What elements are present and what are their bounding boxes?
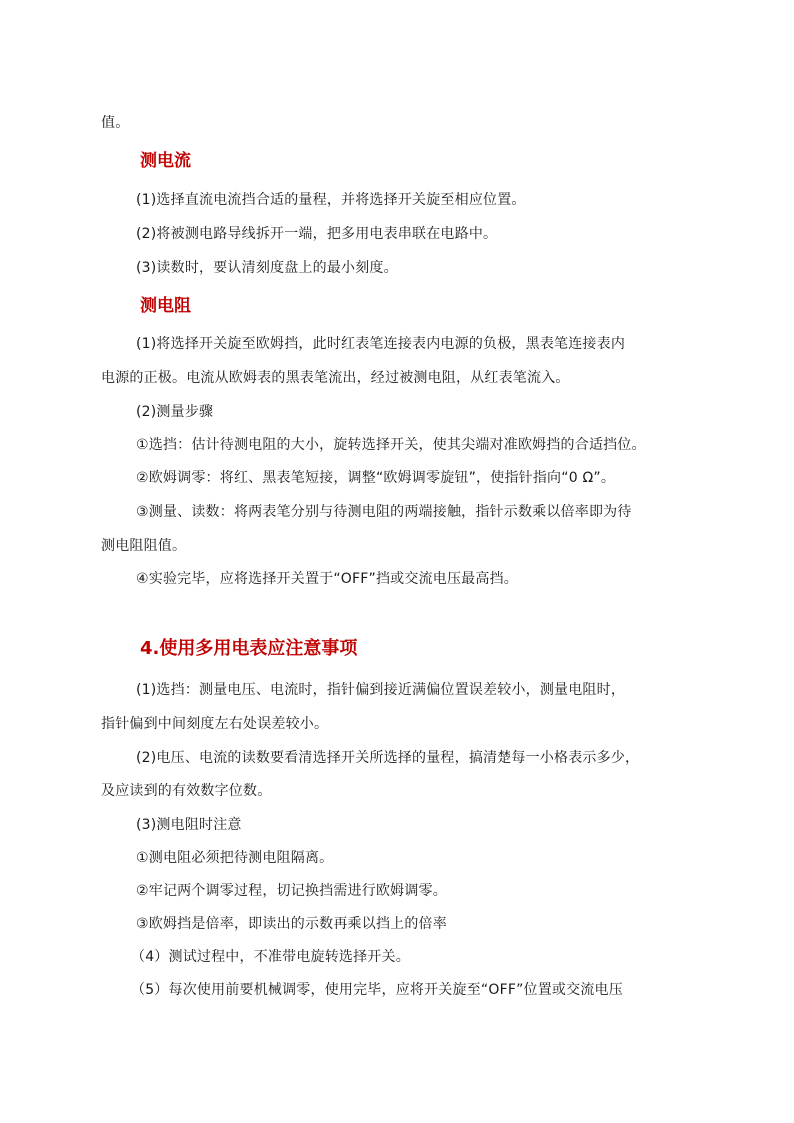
note-3-a: ①测电阻必须把待测电阻隔离。 bbox=[136, 850, 334, 866]
note-2-line1: (2)电压、电流的读数要看清选择开关所选择的量程，搞清楚每一小格表示多少， bbox=[136, 750, 640, 766]
note-5: （5）每次使用前要机械调零，使用完毕，应将开关旋至“OFF”位置或交流电压 bbox=[131, 982, 623, 998]
current-item-2: (2)将被测电路导线拆开一端，把多用电表串联在电路中。 bbox=[136, 226, 498, 242]
note-3-b: ②牢记两个调零过程，切记换挡需进行欧姆调零。 bbox=[136, 883, 447, 899]
current-item-1: (1)选择直流电流挡合适的量程，并将选择开关旋至相应位置。 bbox=[136, 192, 526, 208]
resistance-step-3-line1: ③测量、读数：将两表笔分别与待测电阻的两端接触，指针示数乘以倍率即为待 bbox=[136, 504, 632, 520]
top-fragment: 值。 bbox=[101, 115, 130, 131]
resistance-step-1: ①选挡：估计待测电阻的大小，旋转选择开关，使其尖端对准欧姆挡的合适挡位。 bbox=[136, 437, 646, 453]
heading-precautions: 4.使用多用电表应注意事项 bbox=[140, 638, 358, 659]
note-2-line2: 及应读到的有效数字位数。 bbox=[101, 783, 272, 799]
resistance-step-3-line2: 测电阻阻值。 bbox=[101, 538, 187, 554]
resistance-steps-title: (2)测量步骤 bbox=[136, 404, 214, 420]
resistance-step-4: ④实验完毕，应将选择开关置于“OFF”挡或交流电压最高挡。 bbox=[136, 571, 518, 587]
note-3-title: (3)测电阻时注意 bbox=[136, 817, 242, 833]
note-4: （4）测试过程中，不准带电旋转选择开关。 bbox=[131, 949, 410, 965]
resistance-step-2: ②欧姆调零：将红、黑表笔短接，调整“欧姆调零旋钮”，使指针指向“0 Ω”。 bbox=[136, 470, 616, 486]
current-item-3: (3)读数时，要认清刻度盘上的最小刻度。 bbox=[136, 260, 398, 276]
note-1-line1: (1)选挡：测量电压、电流时，指针偏到接近满偏位置误差较小，测量电阻时， bbox=[136, 682, 626, 698]
resistance-p1-line1: (1)将选择开关旋至欧姆挡，此时红表笔连接表内电源的负极，黑表笔连接表内 bbox=[136, 336, 626, 352]
note-1-line2: 指针偏到中间刻度左右处误差较小。 bbox=[101, 716, 329, 732]
resistance-p1-line2: 电源的正极。电流从欧姆表的黑表笔流出，经过被测电阻，从红表笔流入。 bbox=[101, 370, 570, 386]
note-3-c: ③欧姆挡是倍率，即读出的示数再乘以挡上的倍率 bbox=[136, 916, 447, 932]
heading-measure-current: 测电流 bbox=[140, 151, 191, 171]
heading-measure-resistance: 测电阻 bbox=[140, 296, 191, 316]
